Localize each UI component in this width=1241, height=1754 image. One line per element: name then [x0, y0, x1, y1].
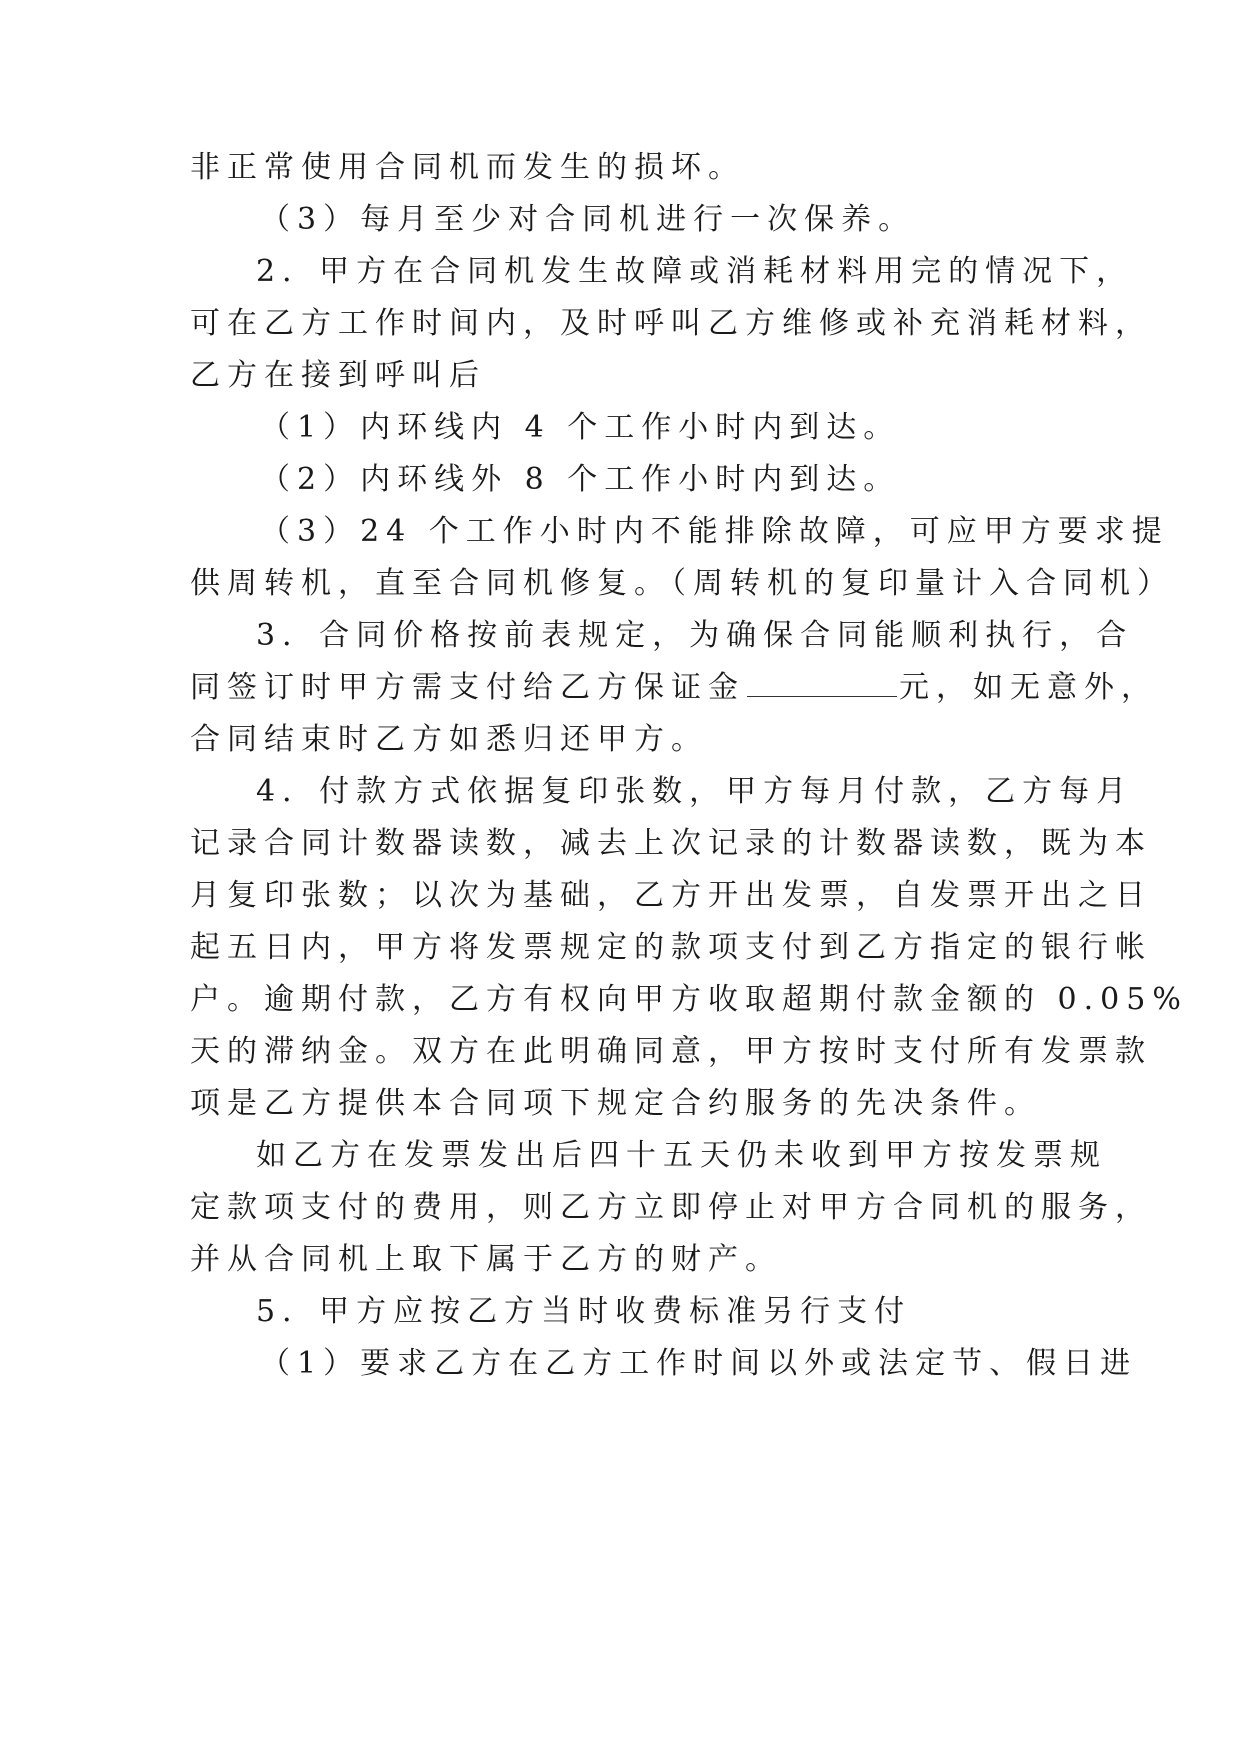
text-line: 定款项支付的费用，则乙方立即停止对甲方合同机的服务， [190, 1190, 1152, 1225]
text-line: 4．付款方式依据复印张数，甲方每月付款，乙方每月 [256, 774, 1134, 809]
text-segment: 元，如无意外， [899, 670, 1158, 705]
text-line: 天的滞纳金。双方在此明确同意，甲方按时支付所有发票款 [190, 1034, 1152, 1069]
deposit-amount-blank [747, 668, 897, 697]
text-line: 2．甲方在合同机发生故障或消耗材料用完的情况下， [256, 254, 1134, 289]
text-line: 如乙方在发票发出后四十五天仍未收到甲方按发票规 [256, 1138, 1107, 1173]
text-line: 非正常使用合同机而发生的损坏。 [190, 150, 745, 185]
text-line: （3）每月至少对合同机进行一次保养。 [260, 202, 916, 237]
text-line: （3）24 个工作小时内不能排除故障，可应甲方要求提 [260, 514, 1169, 549]
text-line: 户。逾期付款，乙方有权向甲方收取超期付款金额的 0.05% [190, 982, 1188, 1017]
text-line: 合同结束时乙方如悉归还甲方。 [190, 722, 708, 757]
text-line: 供周转机，直至合同机修复。（周转机的复印量计入合同机） [190, 566, 1174, 601]
text-line: 起五日内，甲方将发票规定的款项支付到乙方指定的银行帐 [190, 930, 1152, 965]
text-line: 乙方在接到呼叫后 [190, 358, 486, 393]
text-line: 3．合同价格按前表规定，为确保合同能顺利执行，合 [256, 618, 1134, 653]
text-line: 月复印张数；以次为基础，乙方开出发票，自发票开出之日 [190, 878, 1152, 913]
text-line: （1）要求乙方在乙方工作时间以外或法定节、假日进 [260, 1346, 1138, 1381]
text-line: 可在乙方工作时间内，及时呼叫乙方维修或补充消耗材料， [190, 306, 1152, 341]
text-line: 5．甲方应按乙方当时收费标准另行支付 [256, 1294, 912, 1329]
text-line: （2）内环线外 8 个工作小时内到达。 [260, 462, 901, 497]
text-line: 项是乙方提供本合同项下规定合约服务的先决条件。 [190, 1086, 1041, 1121]
text-line-with-blank [190, 668, 1158, 708]
text-line: 记录合同计数器读数，减去上次记录的计数器读数，既为本 [190, 826, 1152, 861]
text-line: （1）内环线内 4 个工作小时内到达。 [260, 410, 901, 445]
text-line: 并从合同机上取下属于乙方的财产。 [190, 1242, 782, 1277]
text-segment: 同签订时甲方需支付给乙方保证金 [190, 670, 745, 705]
